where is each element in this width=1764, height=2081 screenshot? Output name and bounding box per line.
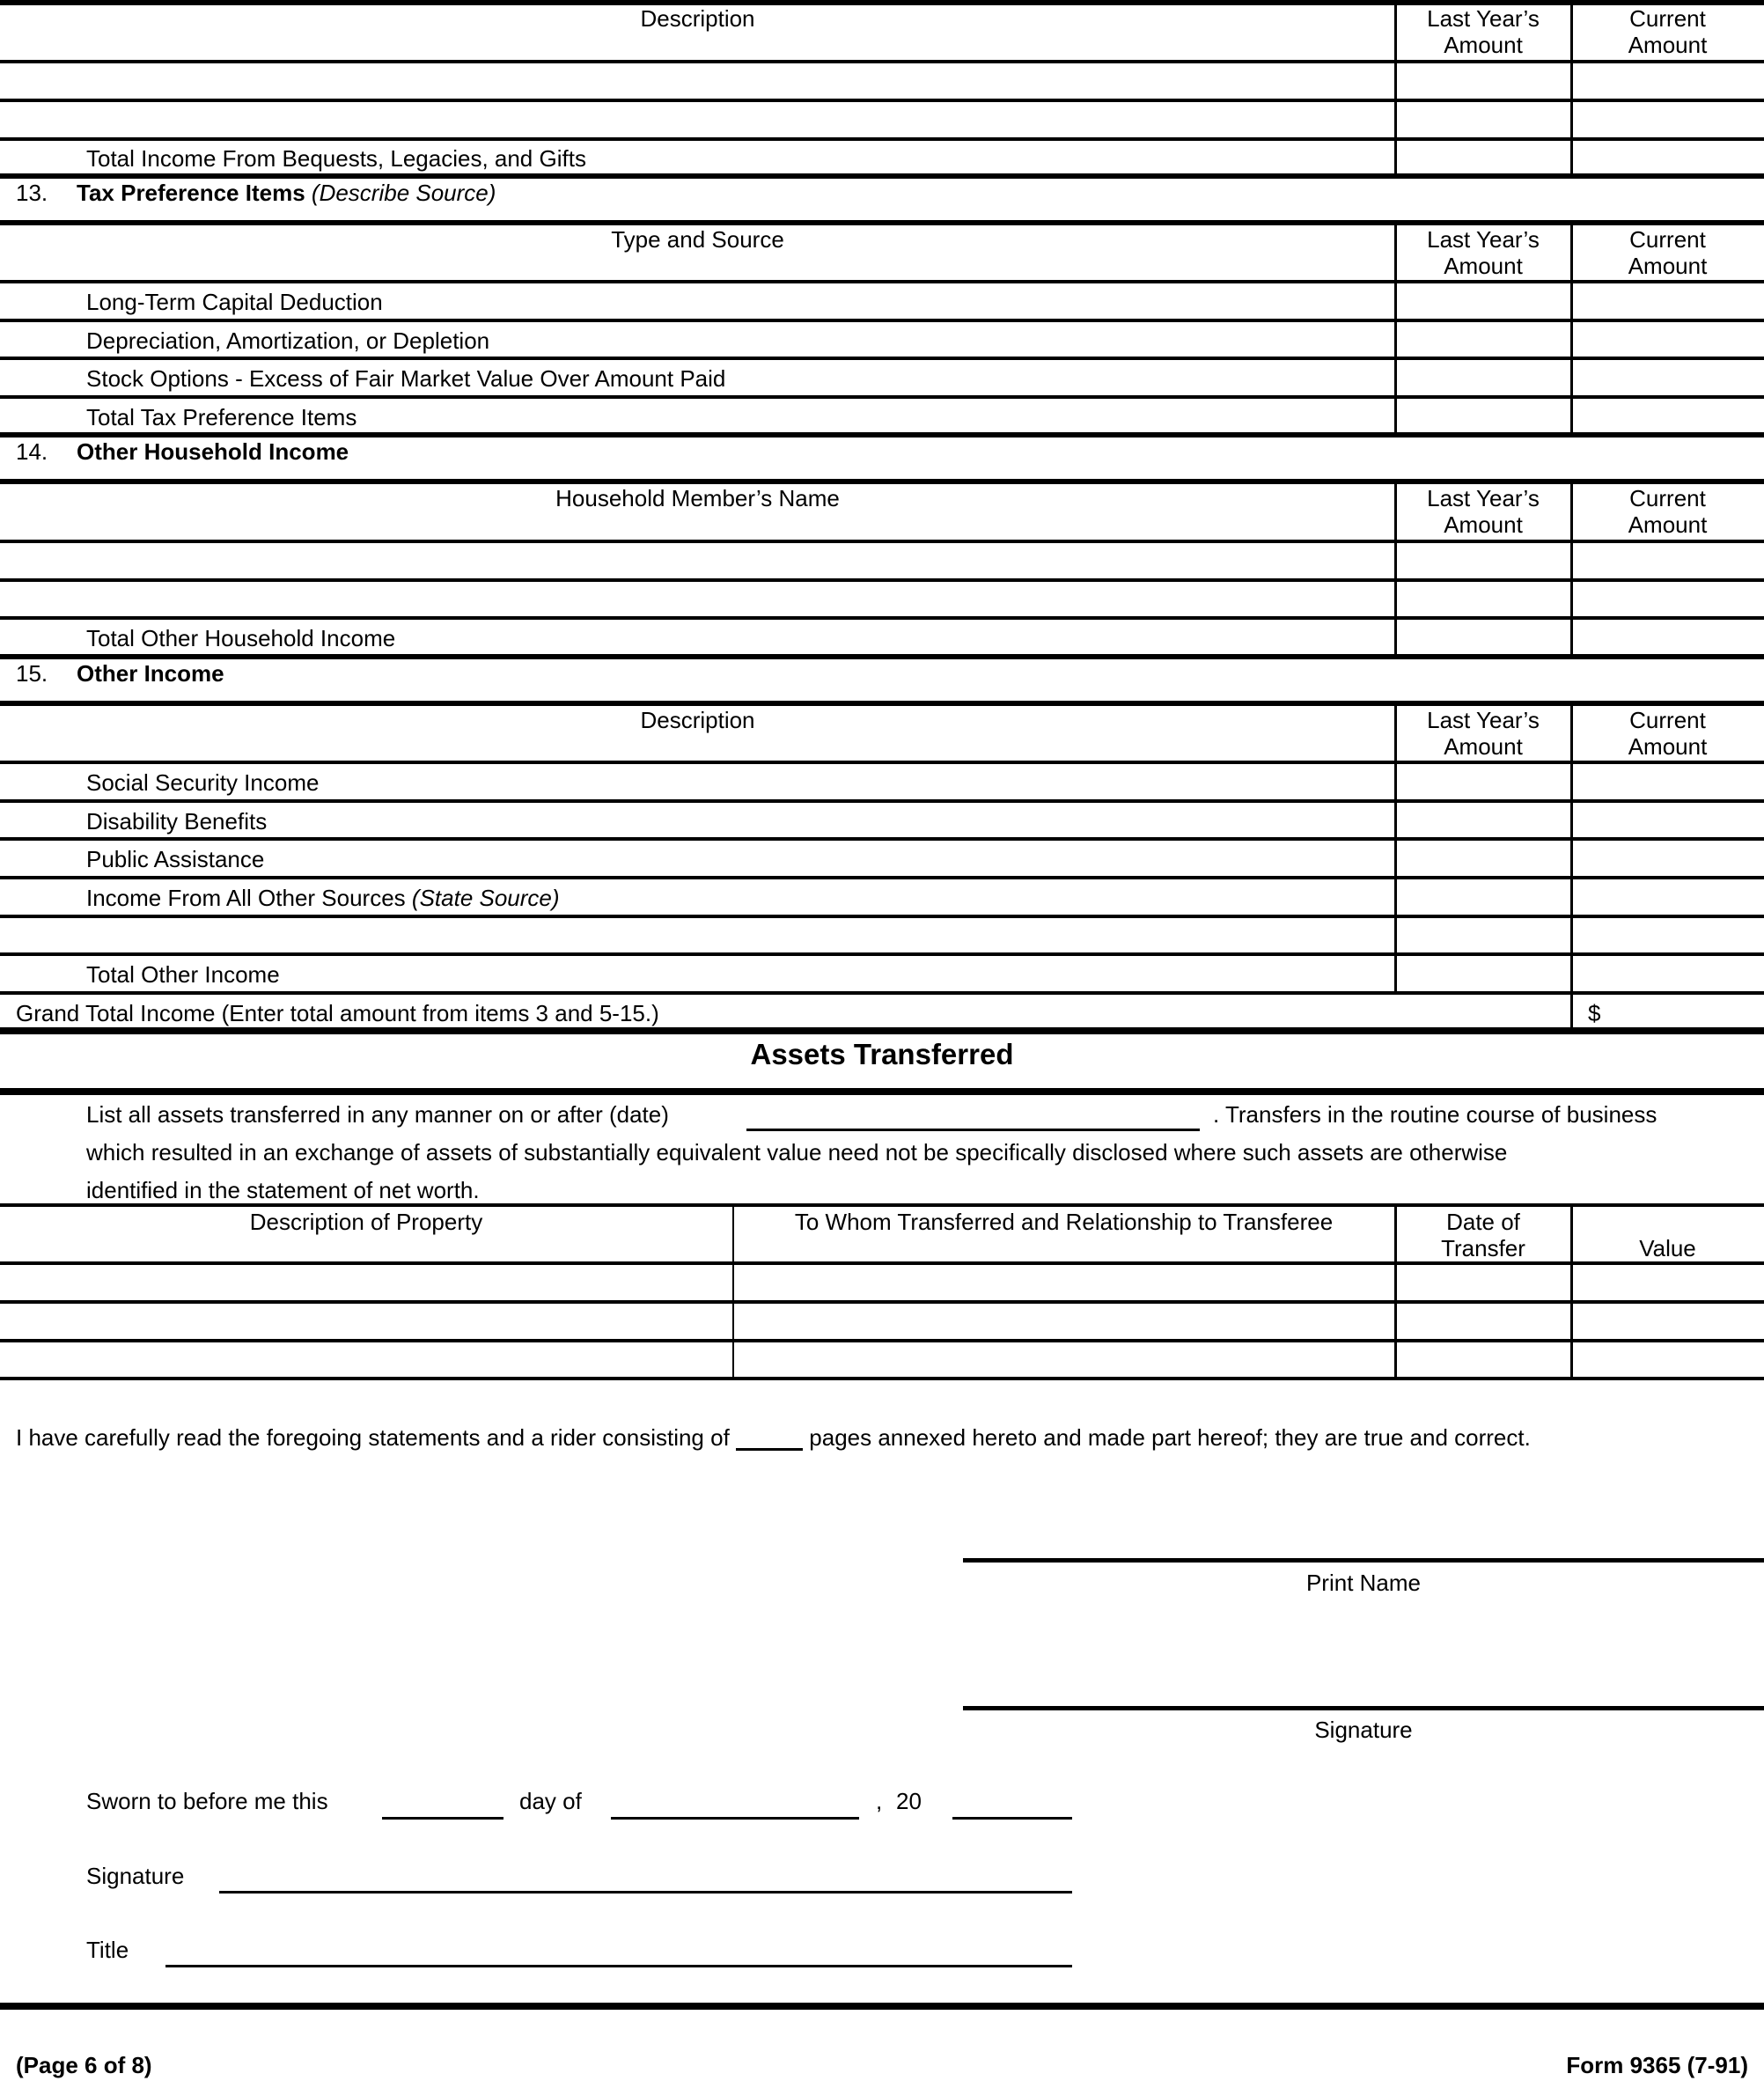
signature-label: Signature [1314,1717,1413,1743]
header-line: Current [1629,226,1706,253]
last-year-input[interactable] [1397,543,1569,578]
other-source-input[interactable] [0,918,1395,952]
total-bequests-label: Total Income From Bequests, Legacies, and Gifts [86,145,586,172]
notary-title-label: Title [86,1937,129,1963]
rule [0,432,1764,438]
total-last-year-input[interactable] [1397,398,1569,432]
notary-signature-input[interactable] [219,1861,1072,1893]
rider-pages-input[interactable] [736,1425,803,1451]
total-last-year-input[interactable] [1397,620,1569,654]
assets-intro-part1: List all assets transferred in any manner on or after (date) [86,1101,669,1128]
signature-input[interactable] [963,1671,1764,1710]
last-year-input[interactable] [1397,764,1569,799]
header-line: Amount [1444,733,1523,760]
value-input[interactable] [1573,1304,1764,1339]
current-input[interactable] [1573,764,1764,799]
sworn-day-input[interactable] [382,1789,503,1820]
year-prefix: 20 [896,1788,922,1814]
current-input[interactable] [1573,321,1764,357]
grand-total-label: Grand Total Income (Enter total amount from items 3 and 5-15.) [16,1000,659,1026]
header-line: Current [1629,485,1706,511]
header-line: Amount [1444,32,1523,58]
attestation-text-part1: I have carefully read the foregoing statements and a rider consisting of [16,1424,730,1451]
total-current-input[interactable] [1573,398,1764,432]
sworn-year-input[interactable] [952,1789,1072,1820]
column-header-member-name: Household Member’s Name [555,485,840,511]
column-header-description: Description [640,5,755,32]
total-tax-preference-label: Total Tax Preference Items [86,404,357,430]
page-number: (Page 6 of 8) [16,2052,152,2078]
section-title: Other Household Income [77,438,349,465]
print-name-input[interactable] [963,1523,1764,1563]
column-header-current [1571,5,1764,58]
section-title: Other Income [77,660,224,687]
total-household-label: Total Other Household Income [86,625,396,651]
last-year-input[interactable] [1397,283,1569,319]
current-input[interactable] [1573,918,1764,952]
day-of-text: day of [519,1788,582,1814]
transfer-date-input[interactable] [746,1100,1200,1131]
current-input[interactable] [1573,582,1764,616]
comma: , [876,1788,883,1814]
current-input[interactable] [1573,841,1764,876]
total-other-income-label: Total Other Income [86,961,280,988]
column-header-date [1395,1209,1571,1261]
column-header-type-source: Type and Source [611,226,784,253]
section-number: 15. [16,660,48,687]
column-header-description: Description [640,707,755,733]
row-other-sources-label: Income From All Other Sources [86,885,412,911]
total-current-input[interactable] [1573,956,1764,991]
current-input[interactable] [1573,543,1764,578]
attestation-text [16,1424,1531,1451]
to-whom-input[interactable] [735,1265,1393,1300]
table-row[interactable] [0,63,1395,99]
assets-intro-part2: . Transfers in the routine course of business [1213,1101,1657,1128]
member-name-input[interactable] [0,543,1395,578]
rule [0,654,1764,659]
value-input[interactable] [1573,1342,1764,1377]
column-header-last-year [1395,485,1571,538]
rule [0,701,1764,706]
row-other-sources [86,885,560,911]
total-current-input[interactable] [1573,140,1764,173]
column-header-last-year [1395,226,1571,279]
column-divider [1394,1205,1397,1379]
last-year-input[interactable] [1397,63,1569,99]
to-whom-input[interactable] [735,1342,1393,1377]
rule [0,991,1764,995]
header-line: Last Year’s [1427,226,1540,253]
row-public-assistance: Public Assistance [86,846,265,872]
notary-signature-label: Signature [86,1863,185,1889]
rule [0,173,1764,179]
column-header-current [1571,707,1764,760]
last-year-input[interactable] [1397,321,1569,357]
last-year-input[interactable] [1397,582,1569,616]
column-divider [1570,1205,1573,1379]
header-line: Last Year’s [1427,5,1540,32]
section-title-note: (Describe Source) [311,180,496,206]
to-whom-input[interactable] [735,1304,1393,1339]
row-stock-options: Stock Options - Excess of Fair Market Value Over Amount Paid [86,365,726,392]
total-last-year-input[interactable] [1397,956,1569,991]
section-title-text: Tax Preference Items [77,180,305,206]
header-line: Amount [1444,253,1523,279]
assets-intro-line3: identified in the statement of net worth. [86,1177,480,1203]
notary-title-input[interactable] [165,1935,1072,1967]
column-header-value: Value [1639,1235,1696,1261]
current-input[interactable] [1573,283,1764,319]
header-line: Current [1629,5,1706,32]
section-number: 13. [16,180,48,206]
column-header-last-year [1395,707,1571,760]
print-name-label: Print Name [1305,1570,1422,1596]
last-year-input[interactable] [1397,841,1569,876]
transfer-date-cell[interactable] [1397,1342,1569,1377]
section-title [77,180,496,206]
column-header-property: Description of Property [249,1209,483,1235]
assets-intro-line2: which resulted in an exchange of assets of substantially equivalent value need not be specifically disclosed where such assets are otherwise [86,1139,1508,1166]
property-input[interactable] [0,1265,731,1300]
sworn-text: Sworn to before me this [86,1788,328,1814]
attestation-text-part2: pages annexed hereto and made part hereof; they are true and correct. [809,1424,1531,1451]
section-number: 14. [16,438,48,465]
rule [0,479,1764,484]
last-year-input[interactable] [1397,918,1569,952]
rule [0,1027,1764,1034]
header-line: Last Year’s [1427,707,1540,733]
rule [0,220,1764,225]
header-line: Amount [1628,253,1708,279]
current-input[interactable] [1573,101,1764,137]
property-input[interactable] [0,1304,731,1339]
last-year-input[interactable] [1397,359,1569,395]
row-disability: Disability Benefits [86,808,268,835]
column-header-current [1571,226,1764,279]
property-input[interactable] [0,1342,731,1377]
rule [0,1088,1764,1095]
member-name-input[interactable] [0,582,1395,617]
total-current-input[interactable] [1573,620,1764,654]
transfer-date-cell[interactable] [1397,1265,1569,1300]
row-social-security: Social Security Income [86,769,320,796]
footer-rule [0,2003,1764,2010]
current-input[interactable] [1573,359,1764,395]
column-header-to-whom: To Whom Transferred and Relationship to Transferee [794,1209,1334,1235]
last-year-input[interactable] [1397,101,1569,137]
last-year-input[interactable] [1397,803,1569,837]
row-other-sources-note: (State Source) [411,885,560,911]
row-depreciation: Depreciation, Amortization, or Depletion [86,327,490,354]
header-line: Amount [1628,733,1708,760]
current-input[interactable] [1573,63,1764,99]
row-long-term-capital: Long-Term Capital Deduction [86,289,383,315]
header-line: Transfer [1441,1235,1525,1261]
column-divider [732,1205,734,1379]
current-input[interactable] [1573,803,1764,837]
transfer-date-cell[interactable] [1397,1304,1569,1339]
rule [0,1203,1764,1207]
header-line: Amount [1628,32,1708,58]
table-row[interactable] [0,101,1395,137]
header-line: Last Year’s [1427,485,1540,511]
column-header-last-year [1395,5,1571,58]
header-line: Amount [1444,511,1523,538]
value-input[interactable] [1573,1265,1764,1300]
column-header-current [1571,485,1764,538]
currency-symbol: $ [1588,1000,1601,1026]
header-line: Current [1629,707,1706,733]
last-year-input[interactable] [1397,879,1569,915]
assets-title: Assets Transferred [750,1038,1014,1070]
header-line: Amount [1628,511,1708,538]
header-line: Date of [1446,1209,1520,1235]
rule [0,1377,1764,1380]
form-number: Form 9365 (7-91) [1566,2052,1748,2078]
grand-total-input[interactable] [1573,995,1764,1028]
total-last-year-input[interactable] [1397,140,1569,173]
sworn-month-input[interactable] [611,1789,859,1820]
current-input[interactable] [1573,879,1764,915]
